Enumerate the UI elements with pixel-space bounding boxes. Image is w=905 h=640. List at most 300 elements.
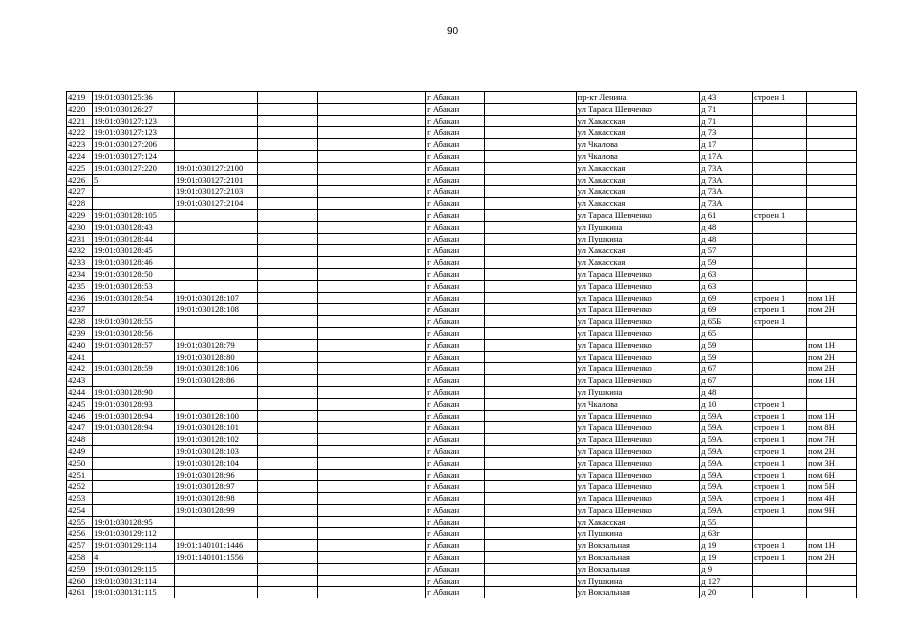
row-number: 4240 — [67, 339, 93, 351]
col-empty-b — [318, 257, 426, 269]
row-number: 4252 — [67, 481, 93, 493]
col-empty-b — [318, 516, 426, 528]
row-number: 4219 — [67, 92, 93, 104]
building-cell: строен 1 — [753, 481, 807, 493]
col-empty-c — [485, 221, 576, 233]
row-number: 4221 — [67, 115, 93, 127]
col-empty-c — [485, 268, 576, 280]
house-cell: д 55 — [700, 516, 753, 528]
city-cell: г Абакан — [426, 327, 485, 339]
city-cell: г Абакан — [426, 221, 485, 233]
cadastral-number: 19:01:030128:50 — [92, 268, 174, 280]
col-empty-a — [257, 209, 317, 221]
house-cell: д 43 — [700, 92, 753, 104]
building-cell — [753, 115, 807, 127]
col-empty-c — [485, 422, 576, 434]
table-row — [67, 587, 857, 598]
sub-cadastral-number: 19:01:030127:2100 — [174, 162, 257, 174]
col-empty-a — [257, 386, 317, 398]
cadastral-number: 19:01:030131:115 — [92, 587, 174, 598]
street-cell: ул Тараса Шевченко — [576, 103, 700, 115]
house-cell: д 63г — [700, 528, 753, 540]
table-row — [67, 316, 857, 328]
street-cell: ул Тараса Шевченко — [576, 351, 700, 363]
house-cell: д 69 — [700, 304, 753, 316]
cadastral-number: 19:01:030128:57 — [92, 339, 174, 351]
col-empty-a — [257, 528, 317, 540]
premises-cell — [807, 103, 857, 115]
house-cell: д 73А — [700, 198, 753, 210]
house-cell: д 59А — [700, 504, 753, 516]
cadastral-number — [92, 304, 174, 316]
col-empty-a — [257, 280, 317, 292]
building-cell — [753, 563, 807, 575]
col-empty-c — [485, 363, 576, 375]
row-number: 4236 — [67, 292, 93, 304]
col-empty-b — [318, 493, 426, 505]
house-cell: д 10 — [700, 398, 753, 410]
premises-cell: пом 7Н — [807, 434, 857, 446]
col-empty-a — [257, 575, 317, 587]
street-cell: ул Пушкина — [576, 528, 700, 540]
building-cell — [753, 587, 807, 598]
col-empty-b — [318, 339, 426, 351]
building-cell: строен 1 — [753, 445, 807, 457]
table-row — [67, 292, 857, 304]
sub-cadastral-number — [174, 316, 257, 328]
col-empty-a — [257, 139, 317, 151]
col-empty-b — [318, 422, 426, 434]
col-empty-b — [318, 563, 426, 575]
street-cell: ул Тараса Шевченко — [576, 469, 700, 481]
sub-cadastral-number — [174, 150, 257, 162]
col-empty-a — [257, 445, 317, 457]
table-row — [67, 139, 857, 151]
street-cell: ул Чкалова — [576, 150, 700, 162]
col-empty-a — [257, 493, 317, 505]
row-number: 4227 — [67, 186, 93, 198]
house-cell: д 59А — [700, 434, 753, 446]
table-row — [67, 457, 857, 469]
house-cell: д 9 — [700, 563, 753, 575]
col-empty-a — [257, 351, 317, 363]
house-cell: д 71 — [700, 115, 753, 127]
street-cell: ул Тараса Шевченко — [576, 339, 700, 351]
col-empty-b — [318, 398, 426, 410]
table-row — [67, 552, 857, 564]
table-row — [67, 257, 857, 269]
col-empty-c — [485, 587, 576, 598]
street-cell: ул Тараса Шевченко — [576, 504, 700, 516]
house-cell: д 48 — [700, 221, 753, 233]
col-empty-c — [485, 292, 576, 304]
register-table — [66, 91, 857, 598]
col-empty-a — [257, 469, 317, 481]
table-row — [67, 268, 857, 280]
house-cell: д 65 — [700, 327, 753, 339]
row-number: 4243 — [67, 375, 93, 387]
building-cell: строен 1 — [753, 469, 807, 481]
house-cell: д 73А — [700, 162, 753, 174]
building-cell — [753, 233, 807, 245]
col-empty-a — [257, 457, 317, 469]
sub-cadastral-number — [174, 575, 257, 587]
col-empty-a — [257, 422, 317, 434]
col-empty-b — [318, 115, 426, 127]
street-cell: ул Хакасская — [576, 127, 700, 139]
cadastral-number — [92, 445, 174, 457]
col-empty-a — [257, 316, 317, 328]
table-row — [67, 516, 857, 528]
sub-cadastral-number: 19:01:030128:103 — [174, 445, 257, 457]
premises-cell — [807, 150, 857, 162]
col-empty-b — [318, 221, 426, 233]
table-row — [67, 186, 857, 198]
premises-cell: пом 2Н — [807, 351, 857, 363]
col-empty-a — [257, 92, 317, 104]
premises-cell: пом 2Н — [807, 445, 857, 457]
sub-cadastral-number: 19:01:140101:1446 — [174, 540, 257, 552]
table-row — [67, 174, 857, 186]
building-cell: строен 1 — [753, 209, 807, 221]
col-empty-b — [318, 481, 426, 493]
premises-cell — [807, 198, 857, 210]
table-row — [67, 339, 857, 351]
premises-cell — [807, 587, 857, 598]
house-cell: д 48 — [700, 386, 753, 398]
city-cell: г Абакан — [426, 386, 485, 398]
sub-cadastral-number: 19:01:030128:99 — [174, 504, 257, 516]
col-empty-c — [485, 245, 576, 257]
row-number: 4237 — [67, 304, 93, 316]
city-cell: г Абакан — [426, 198, 485, 210]
city-cell: г Абакан — [426, 375, 485, 387]
cadastral-number: 19:01:030125:36 — [92, 92, 174, 104]
col-empty-a — [257, 127, 317, 139]
sub-cadastral-number — [174, 233, 257, 245]
house-cell: д 73А — [700, 186, 753, 198]
street-cell: ул Тараса Шевченко — [576, 280, 700, 292]
building-cell: строен 1 — [753, 292, 807, 304]
street-cell: ул Вокзальная — [576, 552, 700, 564]
sub-cadastral-number — [174, 398, 257, 410]
col-empty-c — [485, 186, 576, 198]
house-cell: д 73А — [700, 174, 753, 186]
sub-cadastral-number: 19:01:030128:98 — [174, 493, 257, 505]
city-cell: г Абакан — [426, 150, 485, 162]
row-number: 4234 — [67, 268, 93, 280]
table-row — [67, 127, 857, 139]
house-cell: д 59 — [700, 339, 753, 351]
row-number: 4251 — [67, 469, 93, 481]
city-cell: г Абакан — [426, 516, 485, 528]
col-empty-b — [318, 103, 426, 115]
col-empty-b — [318, 587, 426, 598]
street-cell: ул Вокзальная — [576, 587, 700, 598]
premises-cell: пом 2Н — [807, 304, 857, 316]
city-cell: г Абакан — [426, 552, 485, 564]
cadastral-number — [92, 375, 174, 387]
premises-cell — [807, 268, 857, 280]
col-empty-a — [257, 233, 317, 245]
building-cell: строен 1 — [753, 410, 807, 422]
building-cell — [753, 257, 807, 269]
cadastral-number: 19:01:030128:94 — [92, 422, 174, 434]
col-empty-a — [257, 198, 317, 210]
cadastral-number: 19:01:030126:27 — [92, 103, 174, 115]
city-cell: г Абакан — [426, 174, 485, 186]
col-empty-b — [318, 540, 426, 552]
house-cell: д 19 — [700, 540, 753, 552]
row-number: 4229 — [67, 209, 93, 221]
cadastral-number: 19:01:030129:115 — [92, 563, 174, 575]
house-cell: д 73 — [700, 127, 753, 139]
cadastral-number: 19:01:030127:220 — [92, 162, 174, 174]
city-cell: г Абакан — [426, 304, 485, 316]
col-empty-b — [318, 268, 426, 280]
house-cell: д 59А — [700, 493, 753, 505]
col-empty-a — [257, 174, 317, 186]
col-empty-b — [318, 150, 426, 162]
sub-cadastral-number: 19:01:030127:2104 — [174, 198, 257, 210]
row-number: 4256 — [67, 528, 93, 540]
sub-cadastral-number: 19:01:030127:2101 — [174, 174, 257, 186]
register-body — [67, 92, 857, 599]
sub-cadastral-number — [174, 327, 257, 339]
city-cell: г Абакан — [426, 209, 485, 221]
col-empty-c — [485, 280, 576, 292]
sub-cadastral-number — [174, 103, 257, 115]
row-number: 4245 — [67, 398, 93, 410]
col-empty-c — [485, 540, 576, 552]
cadastral-number: 19:01:030127:124 — [92, 150, 174, 162]
col-empty-c — [485, 457, 576, 469]
sub-cadastral-number: 19:01:030128:102 — [174, 434, 257, 446]
cadastral-number — [92, 493, 174, 505]
premises-cell: пом 1Н — [807, 375, 857, 387]
street-cell: ул Тараса Шевченко — [576, 209, 700, 221]
sub-cadastral-number — [174, 127, 257, 139]
cadastral-number: 4 — [92, 552, 174, 564]
col-empty-b — [318, 127, 426, 139]
premises-cell — [807, 528, 857, 540]
col-empty-c — [485, 575, 576, 587]
building-cell — [753, 339, 807, 351]
table-row — [67, 198, 857, 210]
city-cell: г Абакан — [426, 280, 485, 292]
building-cell: строен 1 — [753, 552, 807, 564]
premises-cell: пом 1Н — [807, 292, 857, 304]
col-empty-a — [257, 304, 317, 316]
col-empty-a — [257, 186, 317, 198]
col-empty-a — [257, 268, 317, 280]
cadastral-number — [92, 351, 174, 363]
city-cell: г Абакан — [426, 127, 485, 139]
house-cell: д 59А — [700, 457, 753, 469]
table-row — [67, 481, 857, 493]
table-row — [67, 493, 857, 505]
row-number: 4241 — [67, 351, 93, 363]
city-cell: г Абакан — [426, 233, 485, 245]
col-empty-c — [485, 150, 576, 162]
table-row — [67, 115, 857, 127]
street-cell: ул Тараса Шевченко — [576, 316, 700, 328]
premises-cell: пом 4Н — [807, 493, 857, 505]
street-cell: ул Пушкина — [576, 221, 700, 233]
city-cell: г Абакан — [426, 186, 485, 198]
street-cell: ул Тараса Шевченко — [576, 268, 700, 280]
premises-cell: пом 5Н — [807, 481, 857, 493]
table-row — [67, 327, 857, 339]
col-empty-c — [485, 139, 576, 151]
cadastral-number — [92, 469, 174, 481]
col-empty-b — [318, 198, 426, 210]
cadastral-number: 19:01:030128:94 — [92, 410, 174, 422]
sub-cadastral-number: 19:01:140101:1556 — [174, 552, 257, 564]
col-empty-a — [257, 103, 317, 115]
house-cell: д 63 — [700, 280, 753, 292]
sub-cadastral-number — [174, 386, 257, 398]
row-number: 4258 — [67, 552, 93, 564]
cadastral-number — [92, 504, 174, 516]
house-cell: д 67 — [700, 375, 753, 387]
col-empty-a — [257, 221, 317, 233]
premises-cell — [807, 209, 857, 221]
row-number: 4238 — [67, 316, 93, 328]
col-empty-b — [318, 174, 426, 186]
cadastral-number — [92, 186, 174, 198]
col-empty-c — [485, 528, 576, 540]
premises-cell: пом 3Н — [807, 457, 857, 469]
building-cell: строен 1 — [753, 540, 807, 552]
col-empty-a — [257, 481, 317, 493]
row-number: 4226 — [67, 174, 93, 186]
col-empty-a — [257, 162, 317, 174]
row-number: 4233 — [67, 257, 93, 269]
sub-cadastral-number: 19:01:030128:107 — [174, 292, 257, 304]
col-empty-a — [257, 540, 317, 552]
table-row — [67, 410, 857, 422]
col-empty-b — [318, 327, 426, 339]
house-cell: д 59А — [700, 481, 753, 493]
premises-cell: пом 2Н — [807, 363, 857, 375]
premises-cell — [807, 115, 857, 127]
row-number: 4247 — [67, 422, 93, 434]
street-cell: ул Тараса Шевченко — [576, 304, 700, 316]
premises-cell — [807, 139, 857, 151]
col-empty-b — [318, 316, 426, 328]
building-cell — [753, 103, 807, 115]
table-row — [67, 528, 857, 540]
sub-cadastral-number — [174, 221, 257, 233]
street-cell: ул Хакасская — [576, 198, 700, 210]
col-empty-c — [485, 103, 576, 115]
premises-cell: пом 2Н — [807, 552, 857, 564]
col-empty-c — [485, 198, 576, 210]
house-cell: д 69 — [700, 292, 753, 304]
house-cell: д 59А — [700, 445, 753, 457]
cadastral-number: 19:01:030128:90 — [92, 386, 174, 398]
sub-cadastral-number — [174, 92, 257, 104]
cadastral-number: 19:01:030128:43 — [92, 221, 174, 233]
city-cell: г Абакан — [426, 292, 485, 304]
page-number: 90 — [446, 26, 459, 37]
house-cell: д 59 — [700, 351, 753, 363]
building-cell: строен 1 — [753, 422, 807, 434]
col-empty-b — [318, 410, 426, 422]
table-row — [67, 280, 857, 292]
street-cell: ул Пушкина — [576, 233, 700, 245]
building-cell — [753, 127, 807, 139]
row-number: 4260 — [67, 575, 93, 587]
building-cell — [753, 363, 807, 375]
col-empty-c — [485, 386, 576, 398]
cadastral-number: 19:01:030128:59 — [92, 363, 174, 375]
col-empty-c — [485, 398, 576, 410]
col-empty-c — [485, 469, 576, 481]
col-empty-a — [257, 434, 317, 446]
col-empty-b — [318, 375, 426, 387]
table-row — [67, 92, 857, 104]
cadastral-number: 19:01:030128:95 — [92, 516, 174, 528]
row-number: 4224 — [67, 150, 93, 162]
col-empty-b — [318, 469, 426, 481]
city-cell: г Абакан — [426, 422, 485, 434]
building-cell: строен 1 — [753, 493, 807, 505]
table-row — [67, 103, 857, 115]
building-cell — [753, 198, 807, 210]
sub-cadastral-number — [174, 516, 257, 528]
cadastral-number: 5 — [92, 174, 174, 186]
col-empty-b — [318, 233, 426, 245]
sub-cadastral-number — [174, 280, 257, 292]
cadastral-number: 19:01:030128:93 — [92, 398, 174, 410]
col-empty-c — [485, 516, 576, 528]
col-empty-b — [318, 363, 426, 375]
row-number: 4249 — [67, 445, 93, 457]
col-empty-c — [485, 493, 576, 505]
table-row — [67, 469, 857, 481]
col-empty-a — [257, 292, 317, 304]
city-cell: г Абакан — [426, 493, 485, 505]
col-empty-b — [318, 186, 426, 198]
col-empty-b — [318, 575, 426, 587]
city-cell: г Абакан — [426, 575, 485, 587]
building-cell — [753, 221, 807, 233]
house-cell: д 59А — [700, 410, 753, 422]
cadastral-number: 19:01:030128:105 — [92, 209, 174, 221]
col-empty-a — [257, 339, 317, 351]
row-number: 4261 — [67, 587, 93, 598]
row-number: 4225 — [67, 162, 93, 174]
city-cell: г Абакан — [426, 257, 485, 269]
house-cell: д 65Б — [700, 316, 753, 328]
row-number: 4231 — [67, 233, 93, 245]
col-empty-a — [257, 504, 317, 516]
col-empty-b — [318, 162, 426, 174]
street-cell: ул Вокзальная — [576, 540, 700, 552]
cadastral-number — [92, 198, 174, 210]
cadastral-number: 19:01:030128:53 — [92, 280, 174, 292]
col-empty-a — [257, 410, 317, 422]
row-number: 4230 — [67, 221, 93, 233]
col-empty-c — [485, 316, 576, 328]
building-cell — [753, 174, 807, 186]
col-empty-b — [318, 528, 426, 540]
cadastral-number: 19:01:030129:112 — [92, 528, 174, 540]
cadastral-number — [92, 481, 174, 493]
cadastral-number: 19:01:030131:114 — [92, 575, 174, 587]
